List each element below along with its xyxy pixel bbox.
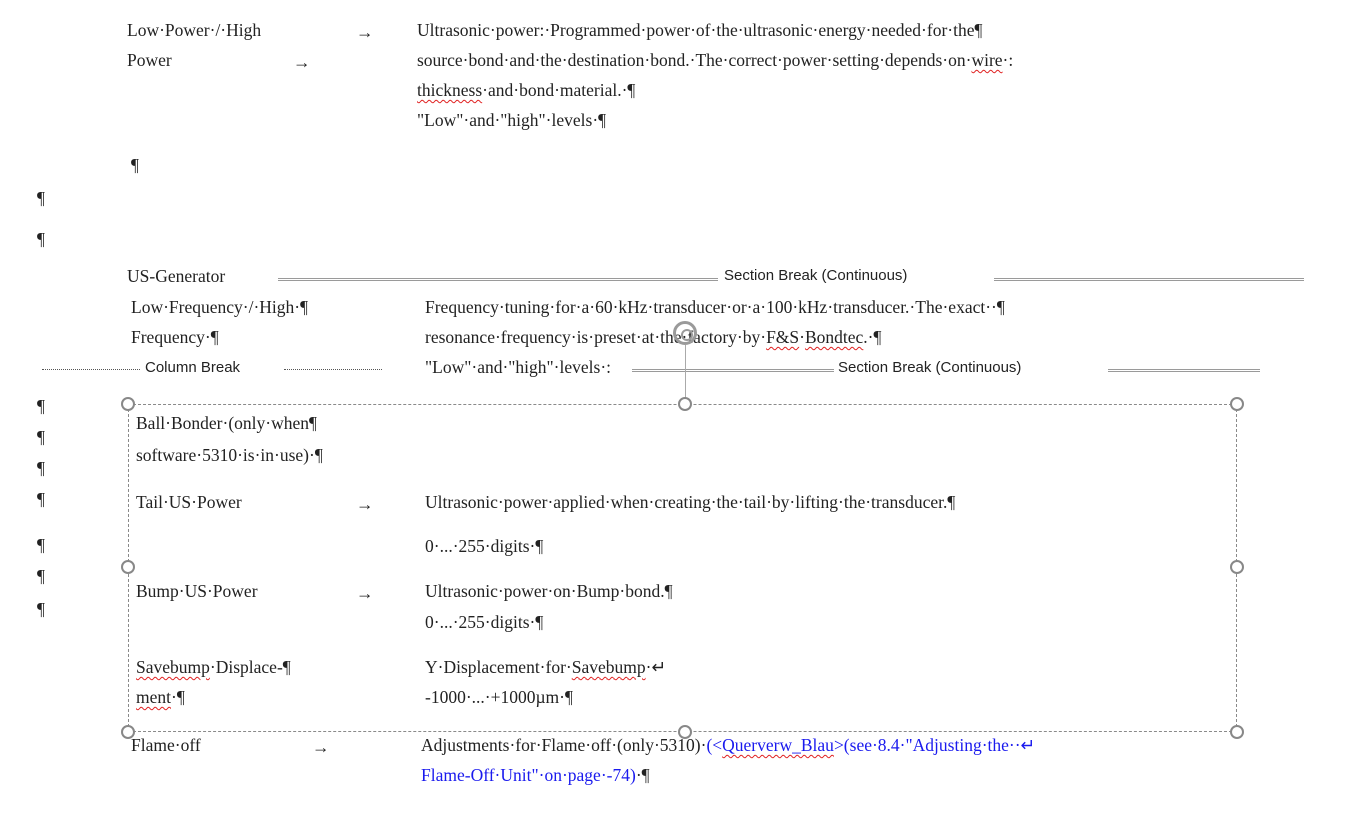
frequency-desc-text: .·¶ xyxy=(863,327,882,347)
tab-arrow-icon: → xyxy=(293,52,311,72)
section-break-label: Section Break (Continuous) xyxy=(724,267,908,284)
resize-handle-bottom-right[interactable] xyxy=(1230,725,1244,739)
cross-reference-link[interactable]: (< xyxy=(706,735,723,755)
column-break-line-left xyxy=(42,369,140,370)
tab-arrow-icon: → xyxy=(312,737,330,757)
tail-us-power-desc: Ultrasonic·power·applied·when·creating·the·tail·by·lifting·the·transducer.¶ xyxy=(425,492,956,512)
pilcrow-mark: ¶ xyxy=(37,535,45,555)
power-desc-line2 xyxy=(417,49,1013,71)
section-break-line-left xyxy=(632,369,834,372)
frequency-desc-text: resonance·frequency·is· xyxy=(425,327,595,347)
pilcrow-mark: ¶ xyxy=(37,229,45,249)
bump-us-power-desc: Ultrasonic·power·on·Bump·bond.¶ xyxy=(425,581,673,601)
flame-off-desc-line2 xyxy=(421,764,650,786)
line-break-mark: ·↵ xyxy=(645,657,667,677)
spelling-flag[interactable]: ment xyxy=(136,687,171,707)
frequency-desc-text: preset·at·the·factory·by· xyxy=(594,327,767,347)
frequency-desc-line3: "Low"·and·"high"·levels·: xyxy=(425,357,612,377)
cross-reference-link[interactable]: >(see·8.4·"Adjusting·the··↵ xyxy=(833,735,1036,755)
spelling-flag[interactable]: Bondtec xyxy=(804,327,864,347)
bump-us-power-range: 0·...·255·digits·¶ xyxy=(425,612,544,632)
savebump-desc-text: Y·Displacement·for· xyxy=(425,657,572,677)
pilcrow-mark: ¶ xyxy=(37,489,45,509)
pilcrow-mark: ¶ xyxy=(37,566,45,586)
section-break-label: Section Break (Continuous) xyxy=(838,359,1022,376)
power-label-line2: Power xyxy=(127,50,172,70)
section-break-line-left xyxy=(278,278,718,281)
spelling-flag[interactable]: Savebump xyxy=(136,657,210,677)
pilcrow-mark: ¶ xyxy=(37,599,45,619)
resize-handle-top-right[interactable] xyxy=(1230,397,1244,411)
power-desc-line1: Ultrasonic·power:·Programmed·power·of·the·ultrasonic·energy·needed·for·the¶ xyxy=(417,20,983,40)
section-break-line-right xyxy=(1108,369,1260,372)
spelling-flag[interactable]: F&S xyxy=(766,327,800,347)
power-label-line1: Low·Power·/·High xyxy=(127,20,262,40)
flame-off-label: Flame·off xyxy=(131,735,201,755)
savebump-desc-line1 xyxy=(425,656,666,678)
column-break-label: Column Break xyxy=(145,359,241,376)
power-desc-line4: "Low"·and·"high"·levels·¶ xyxy=(417,110,607,130)
flame-off-desc-text: Adjustments·for·Flame·off·(only·5310)· xyxy=(421,735,707,755)
power-desc-text: source·bond·and·the·destination·bond.·The·correct·power·setting·depends·on· xyxy=(417,50,972,70)
tab-arrow-icon: → xyxy=(356,494,374,514)
tab-arrow-icon: → xyxy=(356,583,374,603)
rotate-handle-stem xyxy=(685,345,686,405)
frequency-label-line1: Low·Frequency·/·High·¶ xyxy=(131,297,309,317)
tail-us-power-range: 0·...·255·digits·¶ xyxy=(425,536,544,556)
resize-handle-top-center[interactable] xyxy=(678,397,692,411)
power-desc-text: ·and·bond·material.·¶ xyxy=(482,80,636,100)
savebump-label-text: ·¶ xyxy=(171,687,185,707)
pilcrow-mark: ¶ xyxy=(37,396,45,416)
pilcrow-mark: ¶ xyxy=(131,155,139,175)
resize-handle-top-left[interactable] xyxy=(121,397,135,411)
column-break-line-right xyxy=(284,369,382,370)
pilcrow-mark: ¶ xyxy=(37,188,45,208)
pilcrow-mark: ¶ xyxy=(37,458,45,478)
section-break-line-right xyxy=(994,278,1304,281)
spelling-flag[interactable]: Savebump xyxy=(571,657,646,677)
resize-handle-middle-right[interactable] xyxy=(1230,560,1244,574)
frequency-desc-text: · xyxy=(799,327,805,347)
resize-handle-middle-left[interactable] xyxy=(121,560,135,574)
savebump-desc-line2: -1000·...·+1000µm·¶ xyxy=(425,687,573,707)
ball-bonder-title-line2: software·5310·is·in·use)·¶ xyxy=(136,445,323,465)
flame-off-desc-line1 xyxy=(421,734,1035,756)
spelling-flag[interactable]: thickness xyxy=(417,80,483,100)
savebump-label-line2 xyxy=(136,686,185,708)
spelling-flag[interactable]: wire xyxy=(971,50,1003,70)
pilcrow-mark: ¶ xyxy=(37,427,45,447)
us-generator-heading: US-Generator xyxy=(127,266,226,286)
tail-us-power-label: Tail·US·Power xyxy=(136,492,242,512)
savebump-label-text: ·Displace-¶ xyxy=(209,657,291,677)
power-desc-line3 xyxy=(417,79,635,101)
tab-arrow-icon: → xyxy=(356,22,374,42)
frequency-desc-line1: Frequency·tuning·for·a·60·kHz·transducer·or·a·100·kHz·transducer.·The·exact··¶ xyxy=(425,297,1005,317)
bump-us-power-label: Bump·US·Power xyxy=(136,581,258,601)
frequency-desc-line2 xyxy=(425,326,881,348)
power-desc-text: ·: xyxy=(1002,50,1014,70)
rotate-handle-icon[interactable] xyxy=(673,321,697,345)
frequency-label-line2: Frequency·¶ xyxy=(131,327,219,347)
pilcrow-mark: ·¶ xyxy=(635,765,650,785)
cross-reference-link[interactable]: Flame-Off·Unit"·on·page·-74) xyxy=(421,765,636,785)
ball-bonder-title-line1: Ball·Bonder·(only·when¶ xyxy=(136,413,317,433)
cross-reference-style-name[interactable]: Querverw_Blau xyxy=(722,735,834,755)
savebump-label-line1 xyxy=(136,656,291,678)
